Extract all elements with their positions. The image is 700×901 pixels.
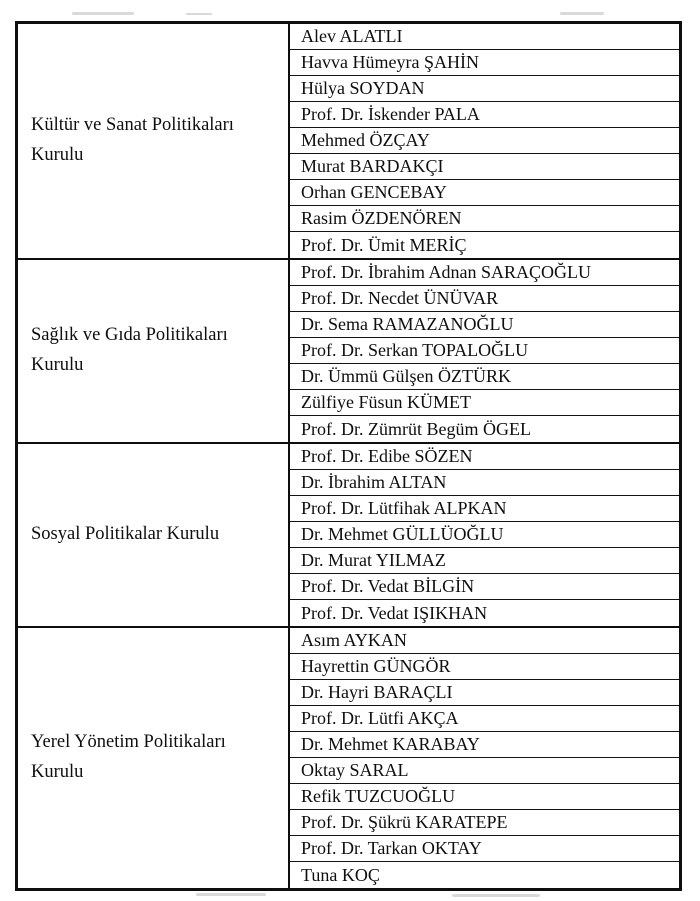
member-name: Dr. Mehmet GÜLLÜOĞLU bbox=[301, 524, 504, 544]
member-name: Dr. İbrahim ALTAN bbox=[301, 472, 447, 492]
member-row bbox=[290, 390, 679, 416]
member-name: Prof. Dr. İbrahim Adnan SARAÇOĞLU bbox=[301, 262, 591, 282]
member-name: Dr. Mehmet KARABAY bbox=[301, 734, 480, 754]
member-row bbox=[290, 680, 679, 706]
member-name: Orhan GENCEBAY bbox=[301, 182, 447, 202]
member-name: Murat BARDAKÇI bbox=[301, 156, 444, 176]
member-row bbox=[290, 862, 679, 888]
council-name-cell bbox=[18, 24, 290, 258]
member-row bbox=[290, 76, 679, 102]
member-name: Asım AYKAN bbox=[301, 630, 407, 650]
member-row bbox=[290, 102, 679, 128]
council-name: Kültür ve Sanat Politikaları Kurulu bbox=[31, 115, 234, 165]
member-name: Mehmed ÖZÇAY bbox=[301, 130, 430, 150]
member-name: Prof. Dr. Tarkan OKTAY bbox=[301, 838, 482, 858]
member-name: Prof. Dr. Ümit MERİÇ bbox=[301, 234, 467, 255]
member-name: Prof. Dr. Vedat BİLGİN bbox=[301, 576, 475, 596]
member-row bbox=[290, 810, 679, 836]
council-section bbox=[18, 442, 679, 626]
member-name: Tuna KOÇ bbox=[301, 864, 380, 885]
member-row bbox=[290, 732, 679, 758]
member-name: Dr. Hayri BARAÇLI bbox=[301, 682, 453, 702]
member-name: Prof. Dr. Şükrü KARATEPE bbox=[301, 812, 508, 832]
scan-artifact bbox=[196, 893, 266, 896]
member-name: Refik TUZCUOĞLU bbox=[301, 786, 456, 806]
council-name: Sosyal Politikalar Kurulu bbox=[31, 524, 220, 545]
member-name: Havva Hümeyra ŞAHİN bbox=[301, 52, 479, 72]
member-row bbox=[290, 50, 679, 76]
member-row bbox=[290, 574, 679, 600]
member-name: Dr. Sema RAMAZANOĞLU bbox=[301, 314, 514, 334]
member-row bbox=[290, 24, 679, 50]
member-row bbox=[290, 128, 679, 154]
member-row bbox=[290, 444, 679, 470]
member-name: Prof. Dr. Necdet ÜNÜVAR bbox=[301, 288, 499, 308]
member-name: Prof. Dr. Vedat IŞIKHAN bbox=[301, 602, 488, 623]
member-row bbox=[290, 260, 679, 286]
council-name-cell bbox=[18, 260, 290, 442]
council-name: Sağlık ve Gıda Politikaları Kurulu bbox=[31, 325, 228, 375]
council-name-cell bbox=[18, 444, 290, 626]
member-name: Rasim ÖZDENÖREN bbox=[301, 208, 462, 228]
member-row bbox=[290, 628, 679, 654]
member-row bbox=[290, 654, 679, 680]
member-name: Dr. Ümmü Gülşen ÖZTÜRK bbox=[301, 366, 511, 386]
member-name: Hülya SOYDAN bbox=[301, 78, 425, 98]
council-section bbox=[18, 24, 679, 258]
council-table bbox=[15, 21, 682, 891]
member-row bbox=[290, 154, 679, 180]
scan-artifact bbox=[186, 13, 212, 15]
member-name: Dr. Murat YILMAZ bbox=[301, 550, 446, 570]
member-row bbox=[290, 522, 679, 548]
member-row bbox=[290, 706, 679, 732]
member-row bbox=[290, 548, 679, 574]
council-name-cell bbox=[18, 628, 290, 888]
member-row bbox=[290, 784, 679, 810]
member-row bbox=[290, 496, 679, 522]
council-section bbox=[18, 258, 679, 442]
member-name: Hayrettin GÜNGÖR bbox=[301, 656, 451, 676]
member-name: Prof. Dr. Lütfi AKÇA bbox=[301, 708, 459, 728]
member-row bbox=[290, 470, 679, 496]
scan-artifact bbox=[72, 12, 134, 15]
council-section bbox=[18, 626, 679, 888]
member-row bbox=[290, 180, 679, 206]
member-name: Prof. Dr. İskender PALA bbox=[301, 104, 480, 124]
member-row bbox=[290, 364, 679, 390]
member-list bbox=[290, 444, 679, 626]
member-list bbox=[290, 260, 679, 442]
scan-artifact bbox=[452, 894, 540, 897]
member-row bbox=[290, 600, 679, 626]
council-name: Yerel Yönetim Politikaları Kurulu bbox=[31, 732, 226, 782]
member-row bbox=[290, 836, 679, 862]
scan-artifact bbox=[560, 12, 604, 15]
member-name: Alev ALATLI bbox=[301, 26, 403, 46]
member-row bbox=[290, 232, 679, 258]
member-list bbox=[290, 24, 679, 258]
member-row bbox=[290, 286, 679, 312]
member-row bbox=[290, 758, 679, 784]
member-name: Prof. Dr. Zümrüt Begüm ÖGEL bbox=[301, 418, 531, 439]
member-row bbox=[290, 416, 679, 442]
member-name: Prof. Dr. Lütfihak ALPKAN bbox=[301, 498, 507, 518]
member-row bbox=[290, 312, 679, 338]
member-row bbox=[290, 206, 679, 232]
member-name: Oktay SARAL bbox=[301, 760, 409, 780]
member-name: Prof. Dr. Serkan TOPALOĞLU bbox=[301, 340, 529, 360]
member-list bbox=[290, 628, 679, 888]
member-name: Prof. Dr. Edibe SÖZEN bbox=[301, 446, 473, 466]
member-row bbox=[290, 338, 679, 364]
member-name: Zülfiye Füsun KÜMET bbox=[301, 392, 471, 412]
